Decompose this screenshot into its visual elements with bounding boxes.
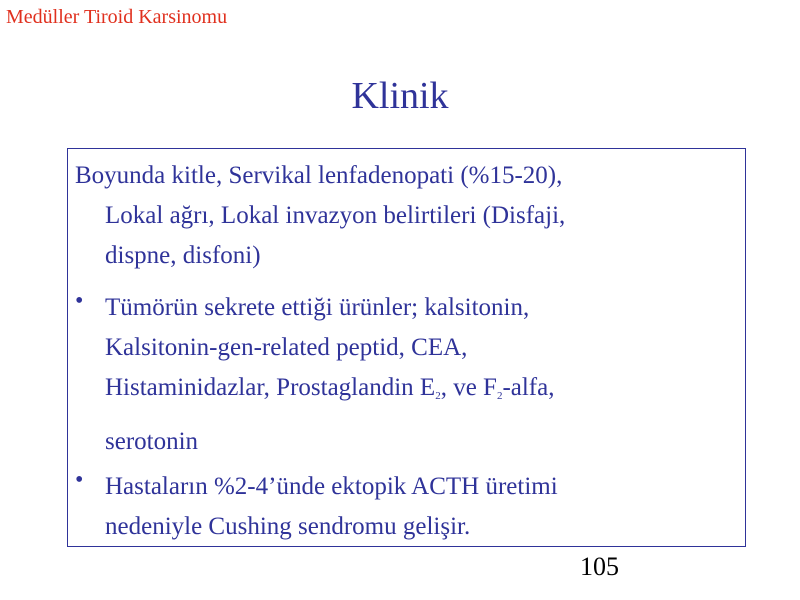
item-line: Hastaların %2-4’ünde ektopik ACTH üretimi [105,473,558,500]
subscript: 2 [496,390,503,402]
bullet-icon: • [75,467,84,493]
line-text: Histaminidazlar, Prostaglandin E [105,374,436,401]
item-line: dispne, disfoni) [105,242,261,269]
slide-header: Medüller Tiroid Karsinomu [6,6,228,28]
item-line: Tümörün sekrete ettiği ürünler; kalsitonin, [105,294,530,321]
item-line: serotonin [105,428,199,455]
bullet-icon: • [75,288,84,314]
item-line: Boyunda kitle, Servikal lenfadenopati (%15-20), [75,162,563,189]
line-text: , ve F [440,374,497,401]
subscript: 2 [435,390,441,402]
list-item [75,288,715,468]
line-text: -alfa, [502,374,555,401]
item-line: Kalsitonin-gen-related peptid, CEA, [105,334,468,361]
list-item [75,467,715,547]
list-item [75,156,715,276]
item-line [75,368,715,416]
item-line: nedeniyle Cushing sendromu gelişir. [105,513,471,540]
page-number: 105 [580,552,619,581]
slide-title: Klinik [351,75,449,117]
item-line: Lokal ağrı, Lokal invazyon belirtileri (Disfaji, [105,202,566,229]
